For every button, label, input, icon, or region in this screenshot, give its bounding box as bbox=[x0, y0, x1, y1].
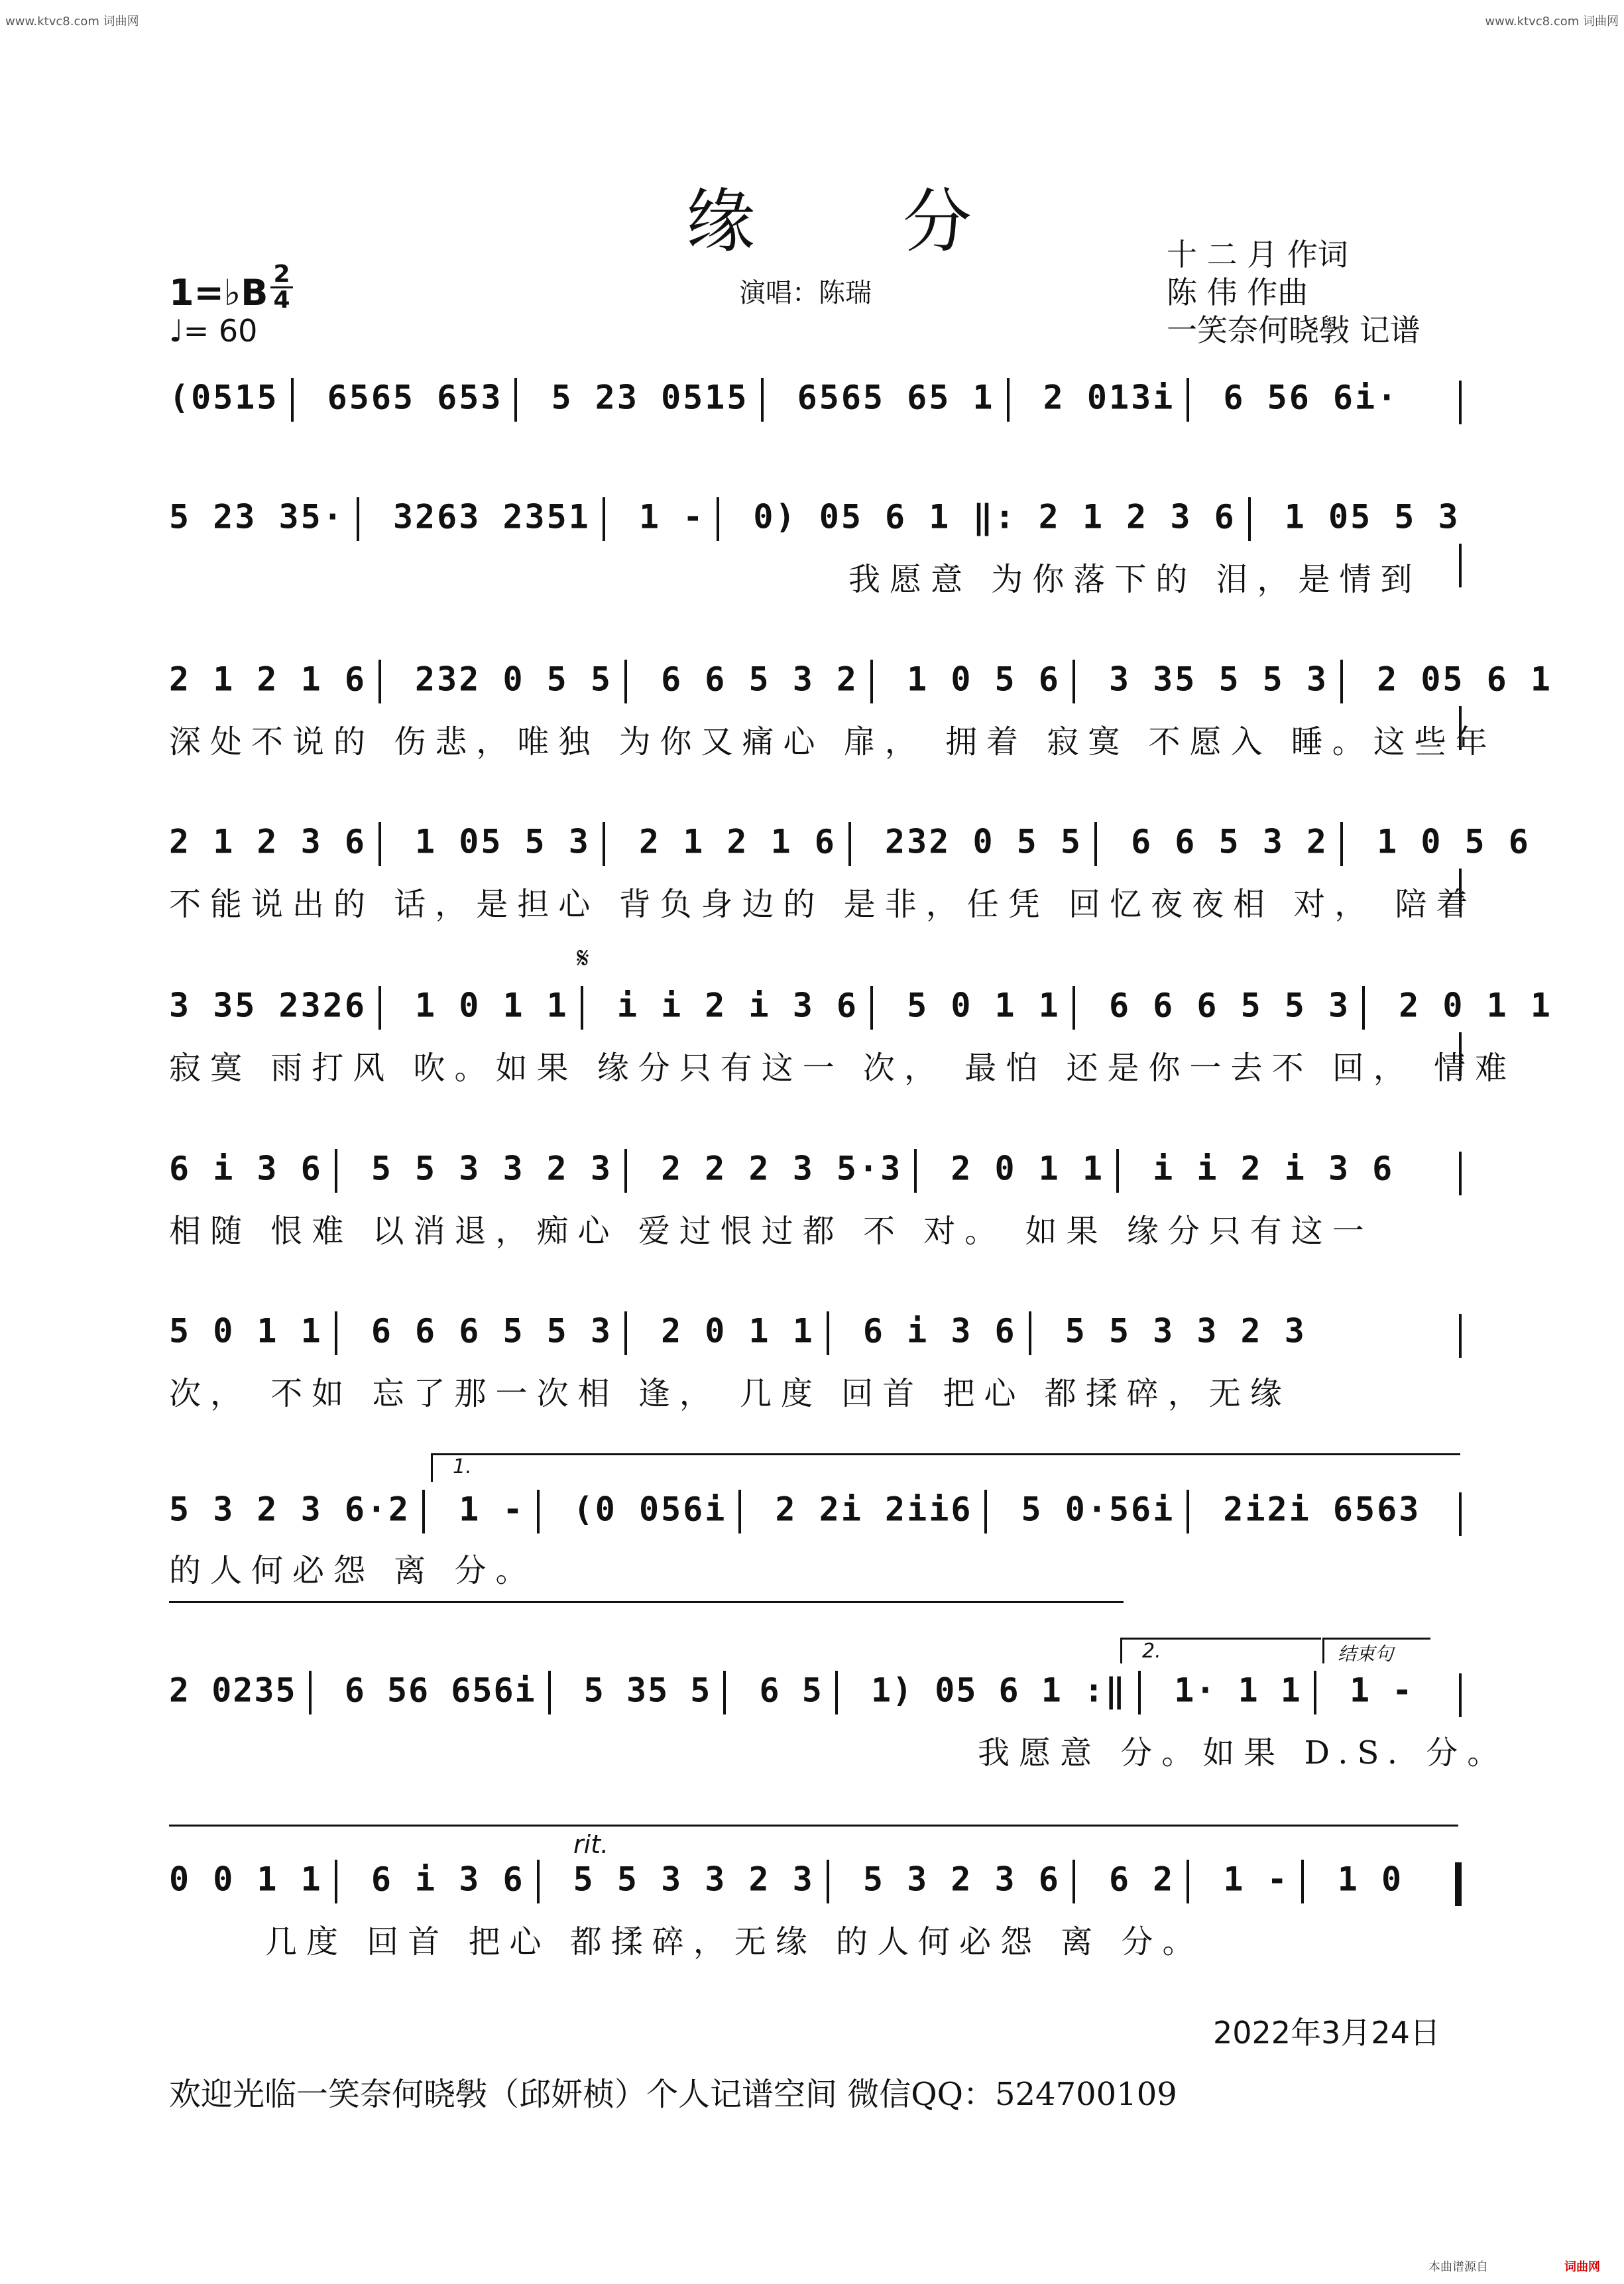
lyric-line-4: 不能说出的 话，是担心 背负身边的 是非，任凭 回忆夜夜相 对， 陪着 bbox=[169, 886, 1478, 923]
song-title: 缘 分 bbox=[686, 181, 1035, 262]
footer-note: 欢迎光临一笑奈何晓斅（邱妍桢）个人记谱空间 微信QQ：524700109 bbox=[169, 2076, 1177, 2113]
score-system-10 bbox=[169, 1860, 1462, 1906]
score-system-7 bbox=[169, 1311, 1462, 1358]
measure: 6 i 3 6 bbox=[371, 1860, 525, 1899]
measure: 3 35 2326 bbox=[169, 986, 367, 1025]
right-watermark-strip bbox=[1609, 27, 1621, 2257]
measure: 2 2i 2ii6 bbox=[775, 1490, 973, 1529]
measure: 1 0 bbox=[1337, 1860, 1404, 1899]
measure: 2 0 1 1 bbox=[1399, 986, 1552, 1025]
measure: (0 056i bbox=[573, 1490, 727, 1529]
measure: 6 6 6 5 5 3 bbox=[1108, 986, 1351, 1025]
measure: 1 0 5 6 bbox=[907, 660, 1061, 699]
lyricist-credit: 十 二 月 作词 bbox=[1167, 237, 1348, 272]
measure: 5 3 2 3 6 bbox=[862, 1860, 1061, 1899]
rit-marking: rit. bbox=[573, 1830, 609, 1859]
singer-credit: 演唱：陈瑞 bbox=[739, 278, 872, 308]
measure: 6 56 6i· bbox=[1223, 378, 1399, 417]
meter-bottom: 4 bbox=[273, 286, 290, 314]
key-signature: 1=♭B bbox=[169, 272, 268, 314]
volta-bracket-2 bbox=[1120, 1638, 1321, 1663]
measure: (0515 bbox=[169, 378, 279, 417]
measure: 2 1 2 1 6 bbox=[169, 660, 367, 699]
volta-continuation-line bbox=[169, 1601, 1124, 1603]
measure: 5 23 35· bbox=[169, 497, 345, 536]
measure: 2 0 1 1 bbox=[951, 1149, 1105, 1188]
score-system-8 bbox=[169, 1490, 1462, 1536]
score-system-6 bbox=[169, 1149, 1462, 1195]
corner-source-text: 本曲谱源自 bbox=[1428, 2260, 1488, 2274]
measure: 6 i 3 6 bbox=[169, 1149, 323, 1188]
measure: 1 05 5 3 bbox=[415, 822, 591, 861]
measure: 6565 65 1 bbox=[797, 378, 995, 417]
lyric-line-3: 深处不说的 伤悲，唯独 为你又痛心 扉， 拥着 寂寞 不愿入 睡。这些年 bbox=[169, 723, 1497, 760]
volta-bracket-1 bbox=[431, 1453, 1460, 1482]
measure: 5 0 1 1 bbox=[907, 986, 1061, 1025]
measure: 3 35 5 5 3 bbox=[1108, 660, 1328, 699]
measure: 2 05 6 1 bbox=[1377, 660, 1552, 699]
measure: 6565 653 bbox=[327, 378, 503, 417]
volta-1-label: 1. bbox=[453, 1455, 472, 1478]
meter-top: 2 bbox=[273, 261, 290, 288]
lyric-line-9: 我愿意 分。如果 D.S. 分。 bbox=[978, 1734, 1509, 1772]
measure: 232 0 5 5 bbox=[415, 660, 612, 699]
measure: 1 - bbox=[1350, 1671, 1414, 1710]
lyric-line-5: 寂寞 雨打风 吹。如果 缘分只有这一 次， 最怕 还是你一去不 回， 情难 bbox=[169, 1050, 1517, 1087]
measure: 5 0·56i bbox=[1021, 1490, 1175, 1529]
score-system-9 bbox=[169, 1671, 1462, 1717]
measure: 5 23 0515 bbox=[551, 378, 749, 417]
measure: 1 - bbox=[1223, 1860, 1289, 1899]
ending-label: 结束句 bbox=[1338, 1643, 1394, 1665]
measure: 1 05 5 3 bbox=[1284, 497, 1460, 536]
measure: 2 1 2 1 6 bbox=[638, 822, 837, 861]
corner-logo: 词曲网 bbox=[1564, 2260, 1600, 2274]
left-watermark-strip bbox=[3, 27, 15, 2257]
measure: 6 56 656i bbox=[344, 1671, 536, 1710]
lyric-line-6: 相随 恨难 以消退，痴心 爱过恨过都 不 对。 如果 缘分只有这一 bbox=[169, 1213, 1373, 1250]
composer-credit: 陈 伟 作曲 bbox=[1167, 274, 1308, 310]
ending-bracket bbox=[1322, 1638, 1430, 1663]
measure: 6 2 bbox=[1108, 1860, 1175, 1899]
measure: i i 2 i 3 6 bbox=[616, 986, 859, 1025]
time-signature bbox=[270, 261, 293, 314]
measure: 1 - bbox=[638, 497, 705, 536]
measure: 5 5 3 3 2 3 bbox=[1065, 1311, 1306, 1351]
measure: 5 35 5 bbox=[583, 1671, 712, 1710]
lyric-line-7: 次， 不如 忘了那一次相 逢， 几度 回首 把心 都揉碎，无缘 bbox=[169, 1375, 1291, 1412]
transcriber-credit: 一笑奈何晓斅 记谱 bbox=[1167, 312, 1421, 348]
score-system-1 bbox=[169, 378, 1462, 424]
measure: 2 1 2 3 6 bbox=[169, 822, 367, 861]
lyric-line-2: 我愿意 为你落下的 泪，是情到 bbox=[848, 561, 1422, 598]
measure: ‖: 2 1 2 3 6 bbox=[972, 497, 1236, 536]
measure: 2 2 2 3 5·3 bbox=[661, 1149, 903, 1188]
measure: 2 0 1 1 bbox=[661, 1311, 815, 1351]
tempo-marking: ♩= 60 bbox=[169, 313, 258, 349]
lyric-line-8: 的人何必怨 离 分。 bbox=[169, 1552, 537, 1589]
measure: 5 3 2 3 6·2 bbox=[169, 1490, 411, 1529]
measure: 3263 2351 bbox=[392, 497, 591, 536]
measure: 5 5 3 3 2 3 bbox=[371, 1149, 612, 1188]
measure: 1 0 5 6 bbox=[1377, 822, 1531, 861]
measure: 5 5 3 3 2 3 bbox=[573, 1860, 815, 1899]
measure: 1 - bbox=[459, 1490, 525, 1529]
lyric-line-10: 几度 回首 把心 都揉碎，无缘 的人何必怨 离 分。 bbox=[265, 1923, 1204, 1960]
final-bracket-line bbox=[169, 1825, 1458, 1827]
measure: 1 0 1 1 bbox=[415, 986, 569, 1025]
measure: 6 6 6 5 5 3 bbox=[371, 1311, 612, 1351]
site-watermark-left: www.ktvc8.com 词曲网 bbox=[5, 15, 139, 29]
volta-2-label: 2. bbox=[1142, 1640, 1161, 1663]
measure: 232 0 5 5 bbox=[885, 822, 1082, 861]
measure: 6 i 3 6 bbox=[862, 1311, 1017, 1351]
transcription-date: 2022年3月24日 bbox=[1213, 2015, 1440, 2051]
measure: 1) 05 6 1 :‖ bbox=[870, 1671, 1127, 1710]
measure: 1· 1 1 bbox=[1174, 1671, 1302, 1710]
measure: 5 0 1 1 bbox=[169, 1311, 323, 1351]
segno-sign: 𝄋 bbox=[577, 941, 589, 975]
measure: 6 5 bbox=[759, 1671, 823, 1710]
measure: i i 2 i 3 6 bbox=[1153, 1149, 1395, 1188]
measure: 2 013i bbox=[1043, 378, 1175, 417]
measure: 6 6 5 3 2 bbox=[1131, 822, 1329, 861]
site-watermark-right: www.ktvc8.com 词曲网 bbox=[1485, 15, 1619, 29]
measure: 0) 05 6 1 bbox=[753, 497, 951, 536]
measure: 0 0 1 1 bbox=[169, 1860, 323, 1899]
measure: 6 6 5 3 2 bbox=[661, 660, 859, 699]
measure: 2i2i 6563 bbox=[1223, 1490, 1421, 1529]
measure: 2 0235 bbox=[169, 1671, 297, 1710]
